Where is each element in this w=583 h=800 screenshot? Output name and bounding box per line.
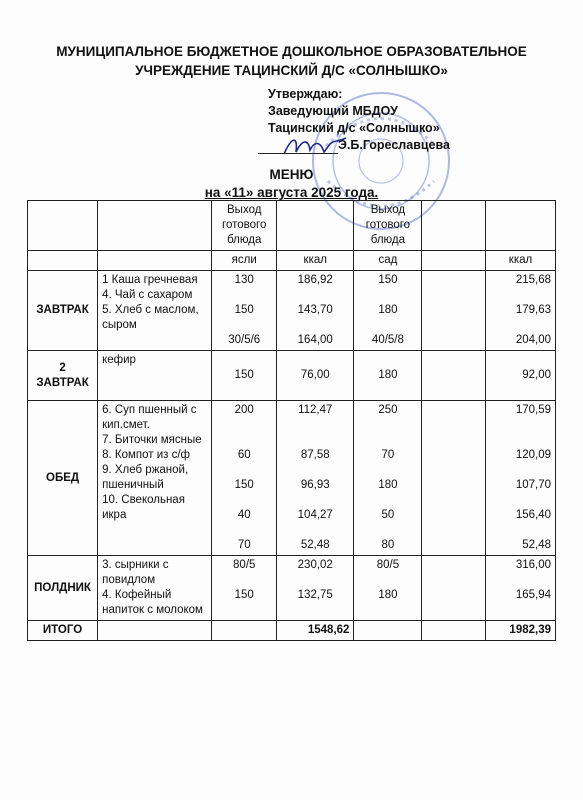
spacer bbox=[490, 463, 551, 478]
dishes-cell bbox=[98, 556, 212, 621]
column-headers-row bbox=[28, 251, 556, 271]
garden-output-cell bbox=[354, 271, 422, 351]
value: 316,00 bbox=[515, 559, 551, 571]
value: 70 bbox=[237, 539, 251, 551]
total-label: ИТОГО bbox=[28, 621, 98, 641]
garden-output-cell bbox=[354, 401, 422, 556]
nursery-output-cell bbox=[212, 271, 277, 351]
meal-name: ПОЛДНИК bbox=[28, 556, 98, 621]
dishes-cell bbox=[98, 271, 212, 351]
meal-name: ЗАВТРАК bbox=[28, 271, 98, 351]
meal-row-breakfast bbox=[28, 271, 556, 351]
value: 80 bbox=[381, 539, 395, 551]
empty-cell bbox=[422, 271, 486, 351]
empty-cell bbox=[422, 351, 486, 401]
header-output-garden: Выход готового блюда bbox=[354, 201, 422, 251]
header-empty-1 bbox=[28, 201, 98, 251]
col-empty-1 bbox=[28, 251, 98, 271]
signature-line bbox=[258, 153, 338, 154]
garden-kcal-cell: 92,00 bbox=[486, 351, 556, 401]
nursery-kcal-cell: 76,00 bbox=[277, 351, 354, 401]
meal-row-second-breakfast bbox=[28, 351, 556, 401]
spacer bbox=[216, 523, 272, 538]
meal-row-lunch bbox=[28, 401, 556, 556]
value: 215,68 bbox=[515, 274, 551, 286]
header-output-nursery: Выход готового блюда bbox=[212, 201, 277, 251]
value: 150 bbox=[234, 479, 254, 491]
value: 230,02 bbox=[297, 559, 333, 571]
value: 87,58 bbox=[300, 449, 330, 461]
dish: 3. сырники с повидлом bbox=[102, 559, 169, 586]
total-kcal-garden: 1982,39 bbox=[486, 621, 556, 641]
approval-signer: Э.Б.Гореславцева bbox=[338, 138, 450, 152]
value: 250 bbox=[378, 404, 398, 416]
value: 70 bbox=[381, 449, 395, 461]
spacer bbox=[216, 288, 272, 303]
dish: 7. Биточки мясные bbox=[102, 434, 202, 446]
empty-cell bbox=[422, 621, 486, 641]
header-empty-3 bbox=[277, 201, 354, 251]
value: 164,00 bbox=[297, 334, 333, 346]
dish: 5. Хлеб с маслом, сыром bbox=[102, 304, 199, 331]
empty-cell bbox=[212, 621, 277, 641]
value: 143,70 bbox=[297, 304, 333, 316]
spacer bbox=[490, 433, 551, 448]
nursery-output-cell: 150 bbox=[212, 351, 277, 401]
approval-line-3: Тацинский д/с «Солнышко» bbox=[268, 121, 440, 135]
menu-table bbox=[27, 200, 556, 641]
empty-cell bbox=[354, 621, 422, 641]
spacer bbox=[358, 493, 417, 508]
spacer bbox=[216, 318, 272, 333]
value: 30/5/6 bbox=[228, 334, 261, 346]
value: 165,94 bbox=[515, 589, 551, 601]
org-line-2: УЧРЕЖДЕНИЕ ТАЦИНСКИЙ Д/С «СОЛНЫШКО» bbox=[135, 63, 448, 78]
value: 52,48 bbox=[300, 539, 330, 551]
spacer bbox=[358, 318, 417, 333]
garden-kcal-cell bbox=[486, 271, 556, 351]
col-empty-3 bbox=[422, 251, 486, 271]
org-line-1: МУНИЦИПАЛЬНОЕ БЮДЖЕТНОЕ ДОШКОЛЬНОЕ ОБРАЗОВАТЕЛЬНОЕ bbox=[56, 44, 527, 59]
garden-kcal-cell bbox=[486, 556, 556, 621]
dish: 8. Компот из с/ф bbox=[102, 449, 191, 461]
value: 200 bbox=[234, 404, 254, 416]
nursery-output-cell bbox=[212, 556, 277, 621]
spacer bbox=[490, 493, 551, 508]
spacer bbox=[281, 433, 349, 448]
nursery-kcal-cell bbox=[277, 401, 354, 556]
spacer bbox=[358, 523, 417, 538]
spacer bbox=[216, 418, 272, 433]
spacer bbox=[281, 523, 349, 538]
value: 40/5/8 bbox=[371, 334, 404, 346]
value: 120,09 bbox=[515, 449, 551, 461]
dish: 9. Хлеб ржаной, пшеничный bbox=[102, 464, 189, 491]
garden-kcal-cell bbox=[486, 401, 556, 556]
spacer bbox=[490, 418, 551, 433]
value: 150 bbox=[234, 304, 254, 316]
menu-title: МЕНЮ bbox=[269, 167, 314, 182]
value: 52,48 bbox=[522, 539, 551, 551]
spacer bbox=[358, 463, 417, 478]
dish: 4. Кофейный напиток с молоком bbox=[102, 589, 203, 616]
value: 50 bbox=[381, 509, 395, 521]
dishes-cell bbox=[98, 401, 212, 556]
spacer bbox=[490, 523, 551, 538]
spacer bbox=[358, 288, 417, 303]
empty-cell bbox=[422, 556, 486, 621]
approval-line-1: Утверждаю: bbox=[268, 87, 343, 101]
value: 80/5 bbox=[376, 559, 400, 571]
garden-output-cell bbox=[354, 556, 422, 621]
spacer bbox=[281, 463, 349, 478]
value: 186,92 bbox=[297, 274, 333, 286]
spacer bbox=[358, 573, 417, 588]
header-empty-5 bbox=[486, 201, 556, 251]
empty-cell bbox=[98, 621, 212, 641]
value: 60 bbox=[237, 449, 251, 461]
dish: 10. Свекольная икра bbox=[102, 494, 185, 521]
total-row bbox=[28, 621, 556, 641]
value: 180 bbox=[378, 589, 398, 601]
spacer bbox=[358, 418, 417, 433]
col-kcal-garden: ккал bbox=[486, 251, 556, 271]
spacer bbox=[281, 318, 349, 333]
total-kcal-nursery: 1548,62 bbox=[277, 621, 354, 641]
spacer bbox=[216, 573, 272, 588]
empty-cell bbox=[422, 401, 486, 556]
nursery-output-cell bbox=[212, 401, 277, 556]
approval-line-2: Заведующий МБДОУ bbox=[268, 104, 398, 118]
garden-output-cell: 180 bbox=[354, 351, 422, 401]
spacer bbox=[216, 433, 272, 448]
dish: 4. Чай с сахаром bbox=[102, 289, 193, 301]
dish: 6. Суп пшенный с кип.смет. bbox=[102, 404, 197, 431]
spacer bbox=[281, 288, 349, 303]
header-empty-4 bbox=[422, 201, 486, 251]
value: 180 bbox=[378, 304, 398, 316]
col-empty-2 bbox=[98, 251, 212, 271]
value: 156,40 bbox=[515, 509, 551, 521]
value: 150 bbox=[234, 589, 254, 601]
spacer bbox=[490, 573, 551, 588]
header-empty-2 bbox=[98, 201, 212, 251]
spacer bbox=[281, 573, 349, 588]
organization-name bbox=[0, 42, 583, 80]
col-nursery: ясли bbox=[212, 251, 277, 271]
value: 104,27 bbox=[297, 509, 333, 521]
meal-name: ОБЕД bbox=[28, 401, 98, 556]
value: 40 bbox=[237, 509, 251, 521]
nursery-kcal-cell bbox=[277, 271, 354, 351]
spacer bbox=[358, 433, 417, 448]
menu-date: на «11» августа 2025 года. bbox=[204, 185, 379, 200]
value: 112,47 bbox=[298, 404, 333, 416]
spacer bbox=[490, 318, 551, 333]
value: 179,63 bbox=[515, 304, 551, 316]
col-kcal-nursery: ккал bbox=[277, 251, 354, 271]
value: 180 bbox=[378, 479, 398, 491]
nursery-kcal-cell bbox=[277, 556, 354, 621]
dish: кефир bbox=[102, 354, 136, 366]
value: 132,75 bbox=[297, 589, 333, 601]
value: 96,93 bbox=[300, 479, 330, 491]
dish: 1 Каша гречневая bbox=[102, 274, 198, 286]
spacer bbox=[281, 418, 349, 433]
value: 150 bbox=[378, 274, 398, 286]
col-garden: сад bbox=[354, 251, 422, 271]
value: 204,00 bbox=[515, 334, 551, 346]
value: 130 bbox=[234, 274, 254, 286]
spacer bbox=[216, 463, 272, 478]
meal-name: 2 ЗАВТРАК bbox=[28, 351, 98, 401]
spacer bbox=[281, 493, 349, 508]
value: 170,59 bbox=[515, 404, 551, 416]
value: 107,70 bbox=[515, 479, 551, 491]
dishes-cell bbox=[98, 351, 212, 401]
value: 80/5 bbox=[233, 559, 256, 571]
meal-row-afternoon-snack bbox=[28, 556, 556, 621]
spacer bbox=[216, 493, 272, 508]
handwritten-signature bbox=[280, 132, 350, 162]
header-row bbox=[28, 201, 556, 251]
spacer bbox=[490, 288, 551, 303]
